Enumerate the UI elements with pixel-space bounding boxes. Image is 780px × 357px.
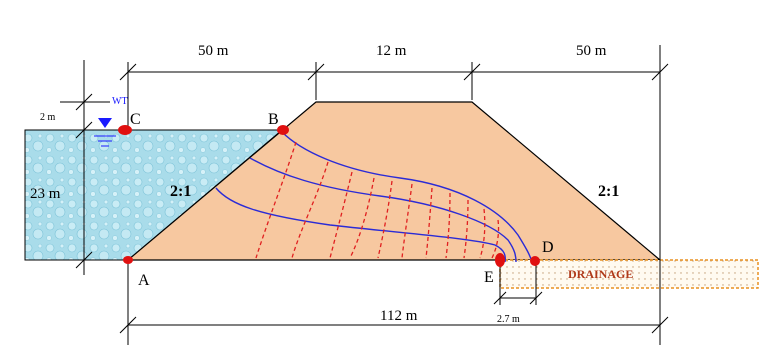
point-d-label: D [542,239,554,256]
point-c-label: C [130,111,141,128]
water-table-label: WT [112,96,128,107]
water-table-icon [98,118,112,128]
dim-top-left: 50 m [198,43,229,59]
point-d-marker [530,256,540,266]
drainage-label: DRAINAGE [568,267,634,281]
point-e-label: E [484,269,494,286]
point-b-label: B [268,111,279,128]
slope-upstream: 2:1 [170,183,192,200]
dim-top-right: 50 m [576,43,607,59]
point-b-marker [277,125,289,135]
point-a-label: A [138,272,150,289]
dim-freeboard: 2 m [40,112,56,123]
slope-downstream: 2:1 [598,183,620,200]
dim-bottom: 112 m [380,308,418,324]
dim-drain-offset: 2.7 m [497,314,520,325]
dim-water-depth: 23 m [30,186,61,202]
dim-top-middle: 12 m [376,43,407,59]
point-e-marker [495,253,505,267]
point-a-marker [123,256,133,264]
